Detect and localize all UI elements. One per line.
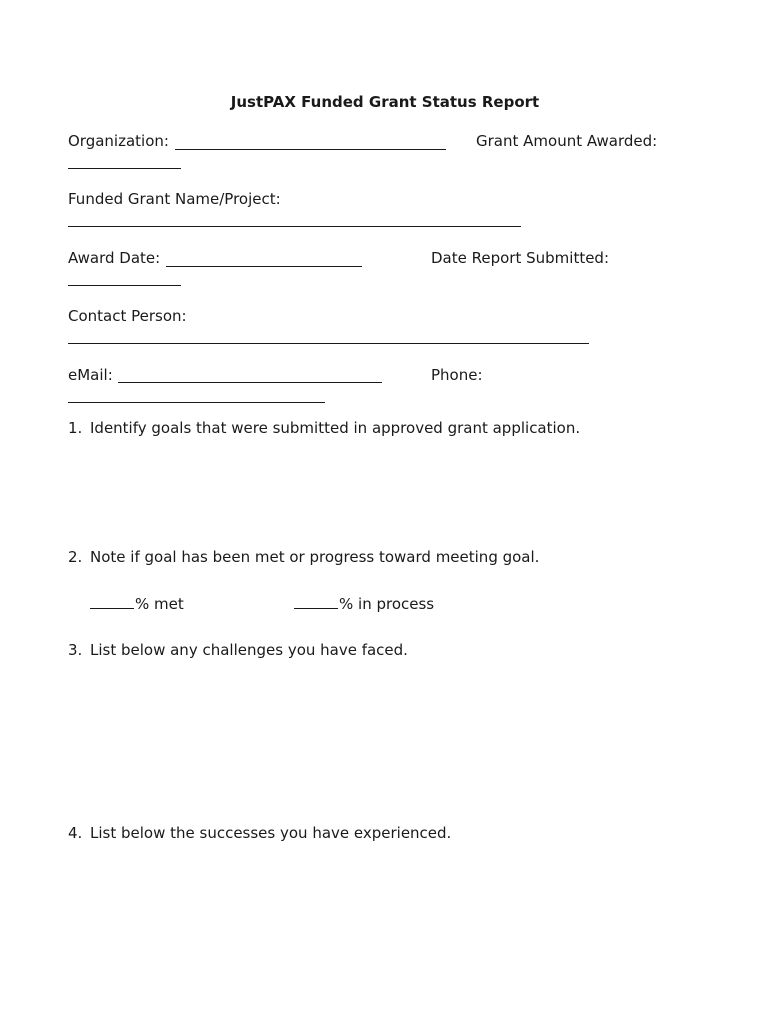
question-1-text: Identify goals that were submitted in approved grant application. (90, 419, 581, 437)
percent-in-process-label: % in process (339, 595, 435, 613)
award-date-label: Award Date: (68, 249, 161, 267)
contact-person-field[interactable] (68, 343, 589, 344)
phone-field[interactable] (68, 402, 325, 403)
organization-label: Organization: (68, 132, 169, 150)
question-2-text: Note if goal has been met or progress toward meeting goal. (90, 548, 540, 566)
percent-in-process (294, 594, 434, 613)
question-3-text: List below any challenges you have faced. (90, 641, 408, 659)
grant-amount-label: Grant Amount Awarded: (476, 132, 658, 150)
question-4-number: 4. (68, 824, 83, 842)
percent-in-process-field[interactable] (294, 594, 338, 609)
question-3-number: 3. (68, 641, 83, 659)
project-name-label: Funded Grant Name/Project: (68, 190, 281, 208)
question-2-number: 2. (68, 548, 83, 566)
percent-met-label: % met (135, 595, 184, 613)
project-name-field[interactable] (68, 226, 521, 227)
email-field[interactable] (118, 382, 382, 383)
question-1-number: 1. (68, 419, 83, 437)
date-submitted-field[interactable] (68, 285, 181, 286)
contact-person-label: Contact Person: (68, 307, 187, 325)
award-date-field[interactable] (166, 266, 362, 267)
phone-label: Phone: (431, 366, 483, 384)
date-submitted-label: Date Report Submitted: (431, 249, 610, 267)
question-4-text: List below the successes you have experienced. (90, 824, 452, 842)
grant-amount-field[interactable] (68, 168, 181, 169)
email-label: eMail: (68, 366, 113, 384)
page-title: JustPAX Funded Grant Status Report (230, 93, 540, 111)
percent-met (90, 594, 184, 613)
percent-met-field[interactable] (90, 594, 134, 609)
organization-field[interactable] (175, 149, 446, 150)
